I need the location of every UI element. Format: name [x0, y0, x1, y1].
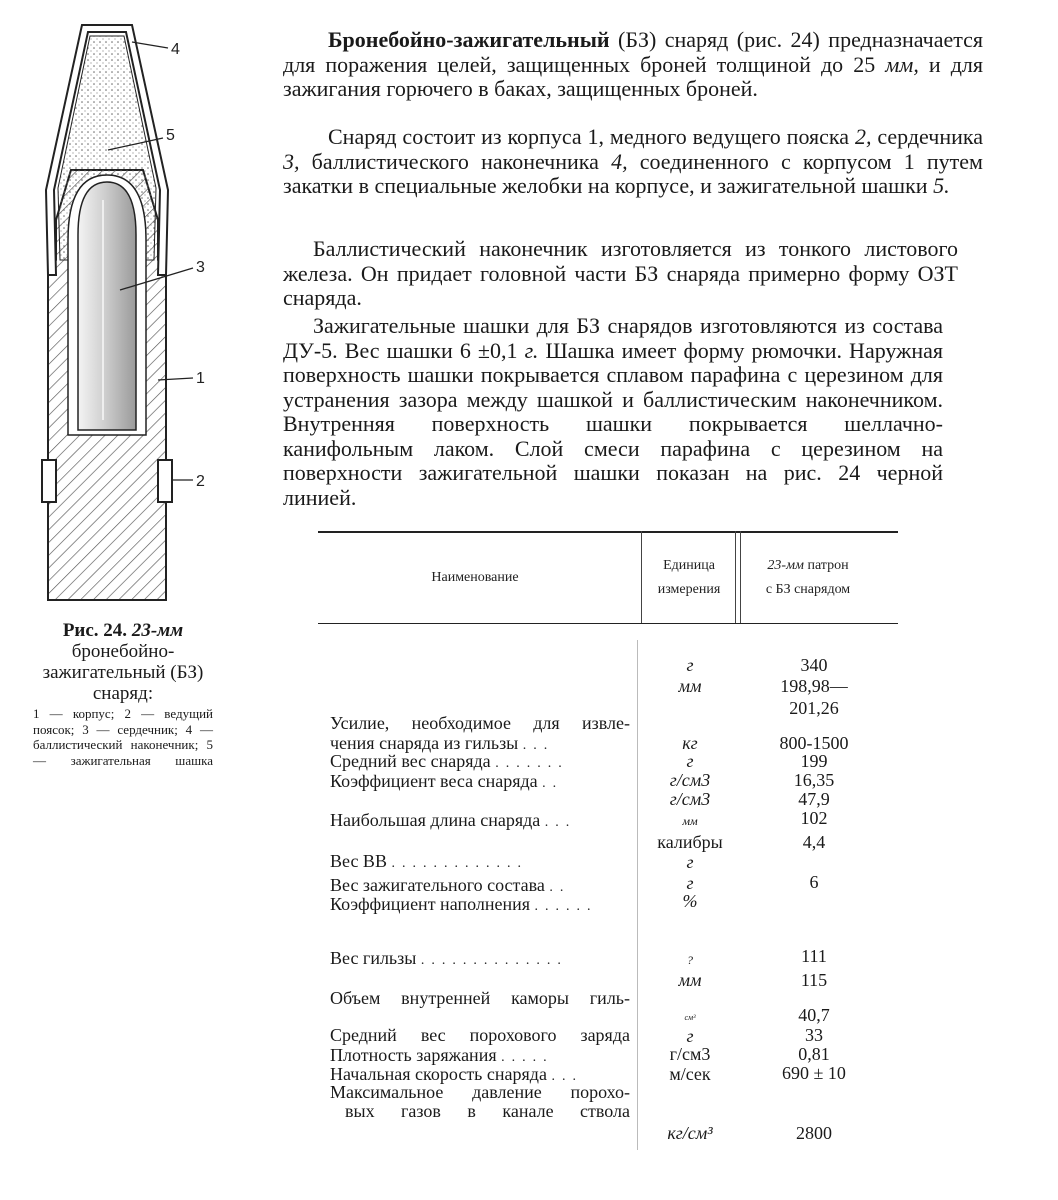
value-cell: 800-1500 [779, 733, 849, 753]
projectile-diagram [8, 10, 260, 610]
value-cell: 6 [809, 872, 819, 892]
table-col-divider [641, 531, 642, 623]
value-cell: 33 [805, 1025, 823, 1045]
unit-cell: кг/см³ [667, 1123, 713, 1143]
value-cell: 690 ± 10 [782, 1063, 846, 1083]
unit-cell: мм [678, 970, 702, 990]
value-cell: 199 [800, 751, 828, 771]
value-cell: 111 [801, 946, 827, 966]
unit-cell: г [686, 873, 694, 893]
row-label: Объем внутренней каморы гиль- [330, 988, 630, 1008]
unit-cell: г/см3 [669, 1044, 711, 1064]
callout-3: 3 [196, 259, 205, 276]
value-cell: 2800 [796, 1123, 832, 1143]
caption-prefix: Рис. 24. [62, 620, 128, 641]
value-cell: 47,9 [798, 789, 830, 809]
caption-caliber: 23-мм [131, 620, 184, 641]
figure-legend: 1 — корпус; 2 — ведущий поясок; 3 — сердечник; 4 — баллистический наконечник; 5 — зажигательная шашка [33, 706, 213, 768]
row-label: Наибольшая длина снаряда ... [330, 810, 577, 830]
unit-cell: г [686, 751, 694, 771]
unit-cell: г [686, 1026, 694, 1046]
unit-cell: кг [682, 733, 698, 753]
table-col-divider [740, 531, 741, 623]
row-label: Вес гильзы .............. [330, 948, 568, 968]
row-label: Начальная скорость снаряда ... [330, 1064, 583, 1084]
paragraph-composition: Снаряд состоит из корпуса 1, медного ведущего пояска 2, сердечника 3, баллистического наконечника 4, соединенного с корпусом 1 путем закатки в специальные желобки на корпусе, и зажигательной шашки 5. [283, 124, 983, 198]
unit-cell: г/см3 [669, 770, 711, 790]
value-cell: 115 [800, 970, 828, 990]
core [78, 182, 136, 430]
value-cell: 198,98— [780, 676, 848, 696]
value-cell: 102 [800, 808, 828, 828]
unit-cell: ? [687, 953, 693, 967]
callout-4: 4 [171, 41, 180, 58]
value-cell: 201,26 [789, 698, 839, 718]
figure-caption [33, 620, 213, 704]
unit-cell: % [682, 891, 698, 911]
paragraph-purpose: Бронебойно-зажигательный (БЗ) снаряд (рис. 24) предназначается для поражения целей, защищенных броней толщиной до 25 мм, и для зажигания горючего в баках, защищенных броней. [283, 27, 983, 101]
row-label: Коэффициент наполнения ...... [330, 894, 598, 914]
row-label: Усилие, необходимое для извле- [330, 713, 630, 733]
value-cell: 0,81 [798, 1044, 830, 1064]
value-cell: 40,7 [798, 1005, 830, 1025]
rotating-band [42, 460, 56, 502]
header-value: 23-мм патрон с БЗ снарядом [765, 558, 851, 597]
table-header-rule [318, 623, 898, 624]
row-label: Вес ВВ ............. [330, 851, 528, 871]
unit-cell: мм [678, 676, 702, 696]
value-cell: 16,35 [793, 770, 835, 790]
callout-1: 1 [196, 370, 205, 387]
row-label: Средний вес снаряда ....... [330, 751, 569, 771]
row-label: чения снаряда из гильзы ... [330, 733, 555, 753]
callout-2: 2 [196, 473, 205, 490]
unit-cell: г/см3 [669, 789, 711, 809]
header-unit: Единица измерения [657, 558, 721, 597]
table-col-divider [735, 531, 736, 623]
row-label: вых газов в канале ствола [345, 1101, 630, 1121]
unit-cell: м/сек [669, 1064, 711, 1084]
paragraph-cap: Баллистический наконечник изготовляется из тонкого листового железа. Он придает головной части БЗ снаряда примерно форму ОЗТ снаряда. [283, 236, 958, 310]
unit-cell: калибры [657, 832, 723, 852]
paragraph-pellet: Зажигательные шашки для БЗ снарядов изготовляются из состава ДУ-5. Вес шашки 6 ±0,1 г. Шашка имеет форму рюмочки. Наружная поверхность шашки покрывается сплавом парафина с церезином для устранения зазора между шашкой и баллистическим наконечником. Внутренняя поверхность шашки покрывается шеллачно-канифольным лаком. Слой смеси парафина с церезином на поверхности зажигательной шашки показан на рис. 24 черной линией. [283, 313, 943, 510]
unit-cell: мм [682, 814, 698, 828]
value-cell: 340 [800, 655, 828, 675]
unit-cell: г [686, 852, 694, 872]
row-label: Средний вес порохового заряда [330, 1025, 630, 1045]
value-cell: 4,4 [802, 832, 826, 852]
callout-5: 5 [166, 127, 175, 144]
row-label: Максимальное давление порохо- [330, 1082, 630, 1102]
caption-text: бронебойно-зажигательный (БЗ) снаряд: [42, 641, 204, 704]
header-name: Наименование [431, 570, 519, 585]
row-label: Плотность заряжания ..... [330, 1045, 554, 1065]
row-label: Вес зажигательного состава .. [330, 875, 571, 895]
unit-cell: см³ [684, 1013, 696, 1022]
unit-cell: г [686, 655, 694, 675]
row-label: Коэффициент веса снаряда .. [330, 771, 564, 791]
table-top-rule [318, 531, 898, 533]
